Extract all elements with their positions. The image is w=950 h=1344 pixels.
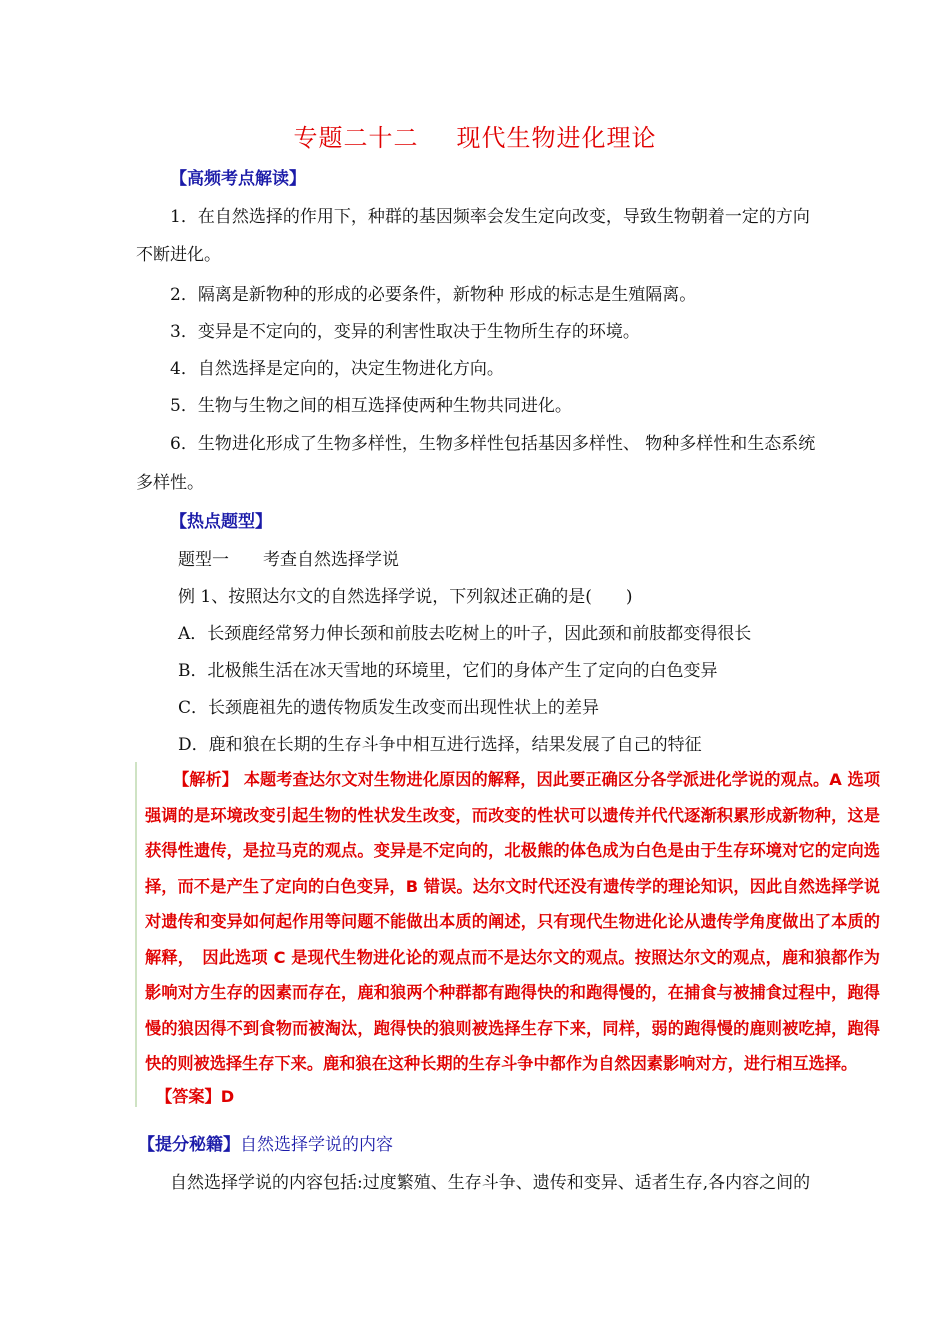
point-line-1-cont: 不断进化。 [136, 245, 221, 265]
point-line-2: 2．隔离是新物种的形成的必要条件，新物种 形成的标志是生殖隔离。 [170, 285, 697, 305]
analysis-body: 本题考查达尔文对生物进化原因的解释，因此要正确区分各学派进化学说的观点。A 选项强调的是环境改变引起生物的性状发生改变，而改变的性状可以遗传并代代逐渐积累形成新物种，这是获得性遗传，是拉马克的观点。变异是不定向的，北极熊的体色成为白色是由于生存环境对它的定向选择，而不是产生了定向的白色变异，B 错误。达尔文时代还没有遗传学的理论知识，因此自然选择学说对遗传和变异如何起作用等问题不能做出本质的阐述，只有现代生物进化论从遗传学角度做出了本质的解释， 因此选项 C 是现代生物进化论的观点而不是达尔文的观点。按照达尔文的观点，鹿和狼都作为影响对方生存的因素而存在，鹿和狼两个种群都有跑得快的和跑得慢的，在捕食与被捕食过程中，跑得慢的狼因得不到食物而被淘汰，跑得快的狼则被选择生存下来，同样，弱的跑得慢的鹿则被吃掉，跑得快的则被选择生存下来。鹿和狼在这种长期的生存斗争中都作为自然因素影响对方，进行相互选择。 [145, 770, 881, 1073]
point-line-5: 5．生物与生物之间的相互选择使两种生物共同进化。 [170, 396, 572, 416]
tips-heading [138, 1130, 393, 1155]
example-stem: 例 1、按照达尔文的自然选择学说，下列叙述正确的是( ) [178, 587, 633, 607]
analysis-tag: 【解析】 [173, 770, 239, 789]
title-topic-number: 专题二十二 [293, 124, 419, 152]
tips-title: 自然选择学说的内容 [240, 1135, 393, 1155]
section-hot-heading: 【热点题型】 [170, 512, 272, 532]
option-d: D．鹿和狼在长期的生存斗争中相互进行选择，结果发展了自己的特征 [178, 735, 702, 755]
option-a: A．长颈鹿经常努力伸长颈和前肢去吃树上的叶子，因此颈和前肢都变得很长 [178, 624, 752, 644]
question-type-label: 题型一 [178, 550, 229, 570]
point-line-6: 6．生物进化形成了生物多样性，生物多样性包括基因多样性、 物种多样性和生态系统 [170, 434, 816, 454]
point-line-1: 1．在自然选择的作用下，种群的基因频率会发生定向改变，导致生物朝着一定的方向 [170, 207, 810, 227]
answer-line: 【答案】D [156, 1087, 235, 1106]
tips-text: 自然选择学说的内容包括:过度繁殖、生存斗争、遗传和变异、适者生存,各内容之间的 [170, 1173, 811, 1193]
title-topic-name: 现代生物进化理论 [456, 124, 657, 152]
question-type-name: 考查自然选择学说 [263, 550, 399, 570]
analysis-block [135, 762, 882, 1107]
tips-tag: 【提分秘籍】 [138, 1135, 240, 1155]
analysis-text [145, 762, 880, 1082]
option-b: B．北极熊生活在冰天雪地的环境里，它们的身体产生了定向的白色变异 [178, 661, 718, 681]
point-line-4: 4．自然选择是定向的，决定生物进化方向。 [170, 359, 504, 379]
option-c: C．长颈鹿祖先的遗传物质发生改变而出现性状上的差异 [178, 698, 600, 718]
page-title [0, 118, 950, 153]
point-line-6-cont: 多样性。 [136, 473, 204, 493]
question-type [178, 545, 399, 570]
section-high-frequency-heading: 【高频考点解读】 [170, 169, 306, 189]
point-line-3: 3．变异是不定向的，变异的利害性取决于生物所生存的环境。 [170, 322, 640, 342]
